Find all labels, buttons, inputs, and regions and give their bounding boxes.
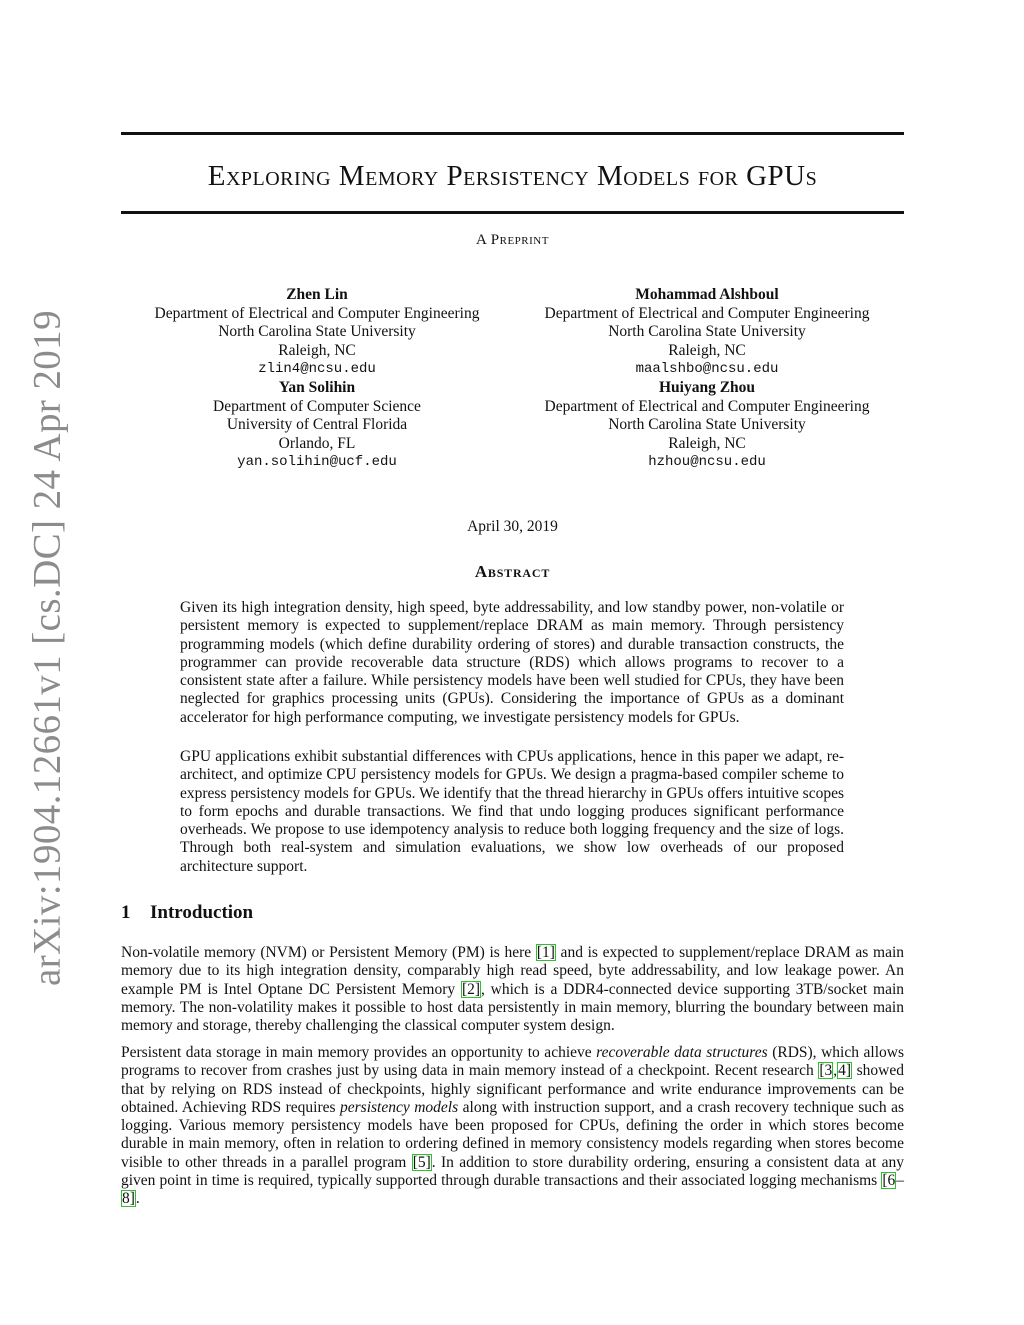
citation-link[interactable]: [1] [536, 944, 555, 961]
author-university: North Carolina State University [608, 416, 806, 433]
author-name: Mohammad Alshboul [635, 286, 779, 303]
author-department: Department of Electrical and Computer Engineering [544, 304, 870, 322]
author-name: Zhen Lin [286, 286, 348, 303]
emphasis: recoverable data structures [596, 1044, 768, 1061]
text-run: Persistent data storage in main memory provides an opportunity to achieve [121, 1044, 597, 1061]
text-run: , which is a DDR4-connected device supporting 3TB/socket main memory. The non-volatility makes it possible to host data persistently in main memory, blurring the boundary between main memory and storage, thereby challenging the classical computer system design. [121, 980, 904, 1035]
text-run: showed that by relying on RDS instead of checkpoints, highly significant performance and write endurance improvements can be obtained. Achieving RDS requires [121, 1062, 904, 1116]
author-block [507, 379, 907, 472]
author-email[interactable]: yan.solihin@ucf.edu [237, 454, 397, 470]
preprint-label: A Preprint [476, 232, 549, 248]
citation-link[interactable]: 8] [122, 1190, 135, 1208]
author-department: Department of Electrical and Computer Engineering [544, 397, 870, 415]
citation-separator: , [833, 1062, 838, 1080]
paper-date: April 30, 2019 [467, 518, 558, 535]
abstract-paragraph: GPU applications exhibit substantial differences with CPUs applications, hence in this paper we adapt, re-architect, and optimize CPU persistency models for GPUs. We design a pragma-based compiler scheme to express persistency models for GPUs. We identify that the thread hierarchy in GPUs offers intuitive scopes to form epochs and durable transactions. We find that undo logging produces significant performance overheads. We propose to use idempotency analysis to reduce both logging frequency and the size of logs. Through both real-system and simulation evaluations, we show low overheads of our proposed architecture support. [180, 748, 844, 875]
author-department: Department of Computer Science [213, 397, 421, 415]
section-title: Introduction [150, 902, 254, 923]
author-location: Orlando, FL [278, 434, 356, 452]
body-paragraph [121, 944, 904, 1035]
author-university: North Carolina State University [608, 323, 806, 340]
paper-title: Exploring Memory Persistency Models for GPUs [207, 160, 818, 192]
text-run: Non-volatile memory (NVM) or Persistent Memory (PM) is here [121, 944, 536, 961]
citation-link[interactable]: 4] [838, 1062, 852, 1080]
citation-link[interactable]: [6 [882, 1172, 896, 1190]
author-department: Department of Electrical and Computer Engineering [154, 304, 480, 322]
author-block [507, 286, 907, 379]
author-university: North Carolina State University [218, 323, 416, 340]
text-run: along with instruction support, and a crash recovery technique such as logging. Various memory persistency models have been proposed for CPUs, defining the order in which stores become durable in main memory, often in relation to ordering defined in memory consistency models regarding when stores become visible to other threads in a parallel program [121, 1098, 905, 1171]
text-run: and is expected to supplement/replace DRAM as main memory due to its high integration density, comparably high read speed, byte addressability, and low leakage power. An example PM is Intel Optane DC Persistent Memory [121, 944, 905, 998]
author-email[interactable]: zlin4@ncsu.edu [258, 361, 376, 377]
citation-link[interactable]: [5] [412, 1153, 431, 1171]
author-block [117, 379, 517, 472]
section-number: 1 [121, 902, 131, 923]
author-name: Yan Solihin [278, 379, 356, 396]
author-location: Raleigh, NC [278, 341, 356, 359]
citation-link[interactable]: [3 [819, 1062, 833, 1080]
title-top-rule [121, 132, 904, 135]
author-email[interactable]: hzhou@ncsu.edu [648, 454, 766, 470]
citation-link[interactable]: [2] [461, 980, 481, 998]
citation-separator: – [896, 1172, 904, 1190]
author-university: University of Central Florida [226, 416, 408, 433]
text-run: . In addition to store durability ordering, ensuring a consistent data at any given point in time is required, typically supported through durable transactions and their associated logging mechanisms [121, 1153, 904, 1190]
emphasis: persistency models [340, 1098, 459, 1116]
author-location: Raleigh, NC [668, 341, 746, 359]
title-bottom-rule [121, 211, 904, 214]
section-heading [121, 902, 253, 924]
abstract-heading: Abstract [474, 562, 551, 581]
author-block [117, 286, 517, 379]
text-run: . [135, 1190, 140, 1208]
text-run: (RDS), which allows programs to recover from crashes just by using data in main memory instead of a checkpoint. Recent research [121, 1044, 904, 1080]
arxiv-identifier: arXiv:1904.12661v1 [cs.DC] 24 Apr 2019 [25, 310, 69, 986]
abstract-paragraph: Given its high integration density, high speed, byte addressability, and low standby power, non-volatile or persistent memory is expected to supplement/replace DRAM as main memory. Through persistency programming models (which define durability ordering of stores) and durable transaction constructs, the programmer can provide recoverable data structure (RDS) which allows programs to recover to a consistent state after a failure. While persistency models have been well studied for CPUs, they have been neglected for graphics processing units (GPUs). Considering the importance of GPUs as a dominant accelerator for high performance computing, we investigate persistency models for GPUs. [180, 599, 844, 726]
author-location: Raleigh, NC [668, 434, 746, 452]
author-name: Huiyang Zhou [658, 379, 756, 396]
body-paragraph [121, 1044, 904, 1209]
author-email[interactable]: maalshbo@ncsu.edu [635, 361, 779, 377]
